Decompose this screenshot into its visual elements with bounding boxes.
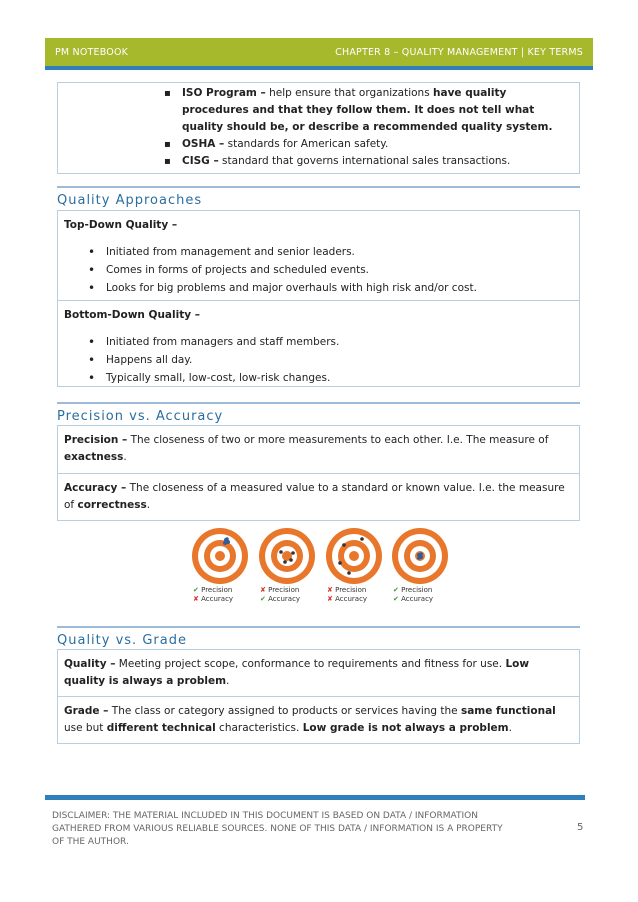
grade-cell (58, 696, 579, 743)
grade-bold-2: different technical (106, 722, 216, 734)
check-icon: ✔ (193, 586, 199, 594)
grade-bold-3: Low grade is not always a problem (302, 722, 509, 734)
grade-text: The class or category assigned to products or services having the (108, 705, 461, 717)
legend-precision: Precision (268, 586, 300, 594)
precision-text: The closeness of two or more measurements to each other. I.e. The measure of (127, 434, 549, 446)
target-4-icon (388, 527, 452, 585)
cross-icon: ✘ (193, 595, 199, 603)
accuracy-term: Accuracy – (64, 482, 127, 494)
target-precise-accurate (388, 527, 452, 604)
standards-list (64, 85, 573, 170)
list-item: • Initiated from managers and staff members. (88, 334, 573, 351)
top-down-heading: Top-Down Quality – (64, 219, 178, 231)
list-item: • Looks for big problems and major overhauls with high risk and/or cost. (88, 280, 573, 297)
grade-mid: use but (64, 722, 107, 734)
section-title-precision-accuracy: Precision vs. Accuracy (57, 402, 580, 424)
precision-cell (58, 426, 579, 473)
list-item (164, 153, 573, 170)
quality-cell (58, 650, 579, 696)
precision-accuracy-targets (188, 527, 450, 607)
standards-cell (58, 83, 579, 176)
accuracy-bold: correctness (77, 499, 147, 511)
target-imprecise-inaccurate (322, 527, 386, 604)
osha-text: standards for American safety. (224, 138, 389, 150)
bottom-down-heading: Bottom-Down Quality – (64, 309, 200, 321)
top-down-list (64, 244, 573, 297)
standards-box (57, 82, 580, 174)
list-item: • Happens all day. (88, 352, 573, 369)
section-title-quality-grade: Quality vs. Grade (57, 626, 580, 648)
legend-accuracy: Accuracy (401, 595, 434, 603)
check-icon: ✔ (393, 586, 399, 594)
legend-precision: Precision (335, 586, 367, 594)
list-item (164, 85, 573, 136)
precision-bold: exactness (64, 451, 124, 463)
quality-grade-box (57, 649, 580, 744)
cross-icon: ✘ (327, 595, 333, 603)
header-chapter-label: CHAPTER 8 – QUALITY MANAGEMENT | KEY TERMS (335, 46, 583, 58)
page-number: 5 (577, 822, 584, 833)
cross-icon: ✘ (327, 586, 333, 594)
iso-rest: . It does not tell what quality should be, or describe a recommended quality system. (182, 104, 553, 133)
quality-term: Quality – (64, 658, 116, 670)
section-title-quality-approaches: Quality Approaches (57, 186, 580, 208)
target-1-legend (188, 586, 252, 604)
osha-term: OSHA – (182, 138, 225, 150)
grade-end: . (508, 722, 512, 734)
check-icon: ✔ (260, 595, 266, 603)
accuracy-text: The closeness of a measured value to a standard or known value. I.e. the measure of (64, 482, 565, 511)
target-3-legend (322, 586, 386, 604)
list-item: • Comes in forms of projects and scheduled events. (88, 262, 573, 279)
bottom-down-list (64, 334, 573, 387)
cross-icon: ✘ (260, 586, 266, 594)
precision-accuracy-box (57, 425, 580, 521)
legend-accuracy: Accuracy (335, 595, 368, 603)
legend-accuracy: Accuracy (201, 595, 234, 603)
legend-accuracy: Accuracy (268, 595, 301, 603)
list-item: • Typically small, low-cost, low-risk changes. (88, 370, 573, 387)
target-2-icon (255, 527, 319, 585)
top-down-cell (58, 211, 579, 300)
cisg-term: CISG – (182, 155, 219, 167)
header-notebook-label: PM NOTEBOOK (55, 46, 129, 58)
precision-end: . (123, 451, 127, 463)
page-header (45, 38, 593, 66)
header-divider (45, 66, 593, 70)
legend-precision: Precision (401, 586, 433, 594)
cisg-text: standard that governs international sales transactions. (218, 155, 511, 167)
target-precise-inaccurate (188, 527, 252, 604)
quality-bold: Low quality is always a problem (64, 658, 530, 687)
list-item (164, 136, 573, 153)
grade-mid-2: characteristics. (215, 722, 303, 734)
footer-disclaimer: DISCLAIMER: THE MATERIAL INCLUDED IN THIS DOCUMENT IS BASED ON DATA / INFORMATION GATHERED FROM VARIOUS RELIABLE SOURCES. NONE OF THIS DATA / INFORMATION IS A PROPERTY OF THE AUTHOR. (52, 811, 503, 847)
grade-bold-1: same functional (460, 705, 556, 717)
target-imprecise-accurate (255, 527, 319, 604)
target-3-icon (322, 527, 386, 585)
list-item: • Initiated from management and senior leaders. (88, 244, 573, 261)
iso-bold: have quality procedures and that they follow them (182, 87, 507, 116)
iso-term: ISO Program – (182, 87, 266, 99)
grade-term: Grade – (64, 705, 109, 717)
iso-text: help ensure that organizations (265, 87, 434, 99)
accuracy-end: . (146, 499, 151, 511)
target-4-legend (388, 586, 452, 604)
precision-term: Precision – (64, 434, 128, 446)
quality-end: . (226, 675, 230, 687)
bottom-down-cell (58, 300, 579, 395)
quality-approaches-box (57, 210, 580, 387)
accuracy-cell (58, 473, 579, 520)
footer-divider (45, 795, 585, 800)
target-2-legend (255, 586, 319, 604)
quality-text: Meeting project scope, conformance to requirements and fitness for use. (115, 658, 506, 670)
target-1-icon (188, 527, 252, 585)
check-icon: ✔ (393, 595, 399, 603)
legend-precision: Precision (201, 586, 233, 594)
